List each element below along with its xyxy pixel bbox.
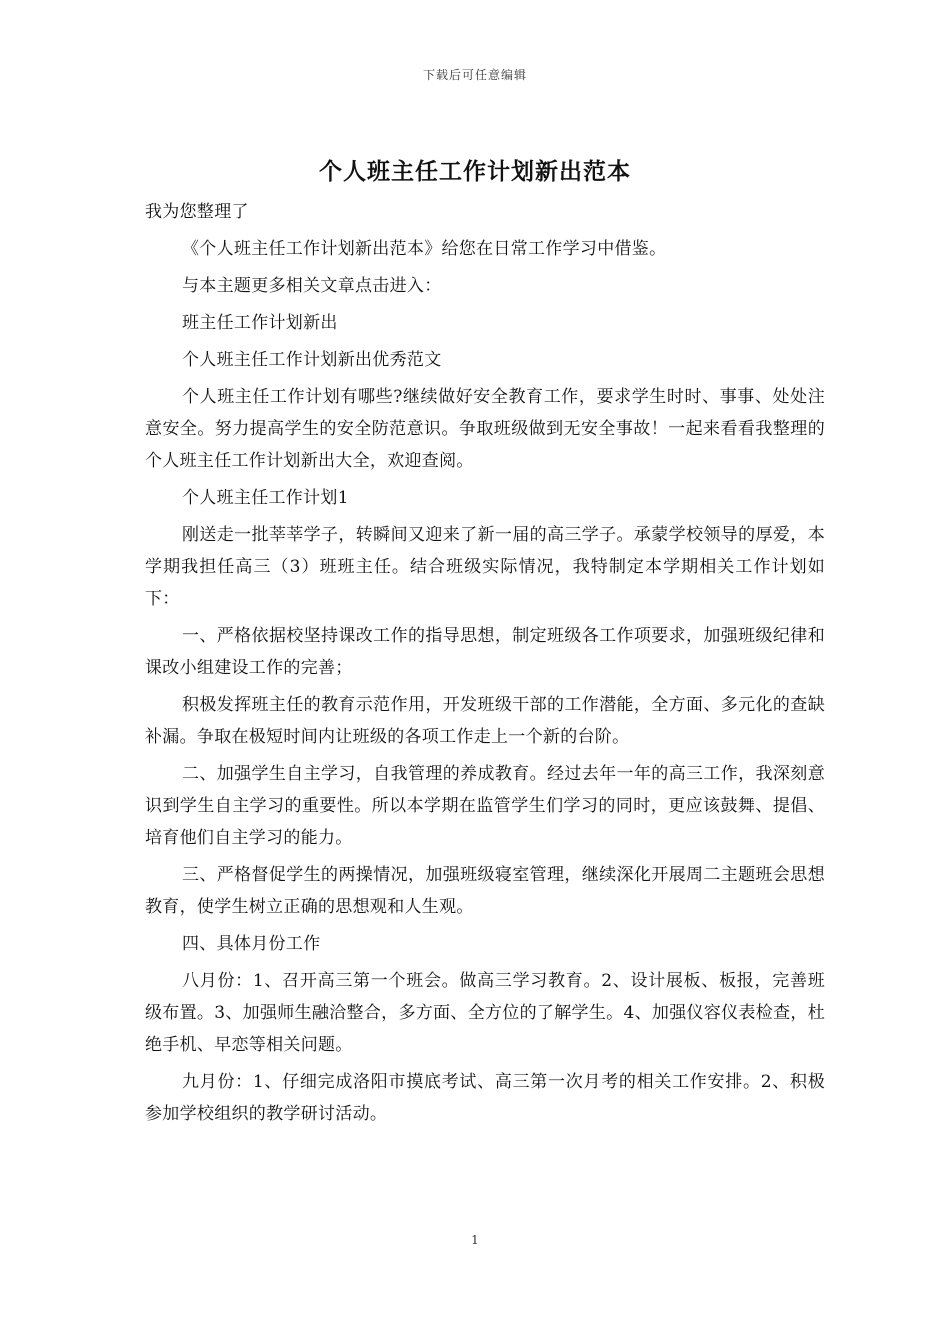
- paragraph: 九月份：1、仔细完成洛阳市摸底考试、高三第一次月考的相关工作安排。2、积极参加学校组织的教学研讨活动。: [145, 1072, 825, 1124]
- paragraph: 一、严格依据校坚持课改工作的指导思想，制定班级各工作项要求，加强班级纪律和课改小组建设工作的完善；: [145, 626, 825, 678]
- paragraph: 《个人班主任工作计划新出范本》给您在日常工作学习中借鉴。: [182, 239, 667, 259]
- header-note: 下载后可任意编辑: [422, 68, 527, 82]
- document-title: 个人班主任工作计划新出范本: [319, 158, 631, 185]
- paragraph: 刚送走一批莘莘学子，转瞬间又迎来了新一届的高三学子。承蒙学校领导的厚爱，本学期我担任高三（3）班班主任。结合班级实际情况，我特制定本学期相关工作计划如下：: [145, 525, 825, 609]
- paragraph: 我为您整理了: [145, 202, 249, 222]
- paragraph: 积极发挥班主任的教育示范作用，开发班级干部的工作潜能，全方面、多元化的查缺补漏。争取在极短时间内让班级的各项工作走上一个新的台阶。: [145, 695, 825, 747]
- page-number: 1: [471, 1233, 479, 1247]
- related-link[interactable]: 个人班主任工作计划新出优秀范文: [182, 350, 442, 370]
- paragraph: 与本主题更多相关文章点击进入：: [182, 276, 442, 296]
- section-heading: 个人班主任工作计划1: [182, 488, 349, 508]
- section-heading: 四、具体月份工作: [182, 934, 321, 954]
- paragraph: 二、加强学生自主学习，自我管理的养成教育。经过去年一年的高三工作，我深刻意识到学生自主学习的重要性。所以本学期在监管学生们学习的同时，更应该鼓舞、提倡、培育他们自主学习的能力。: [145, 764, 825, 848]
- paragraph: 八月份：1、召开高三第一个班会。做高三学习教育。2、设计展板、板报，完善班级布置。3、加强师生融洽整合，多方面、全方位的了解学生。4、加强仪容仪表检查，杜绝手机、早恋等相关问题。: [145, 971, 825, 1055]
- paragraph: 个人班主任工作计划有哪些?继续做好安全教育工作，要求学生时时、事事、处处注意安全。努力提高学生的安全防范意识。争取班级做到无安全事故！一起来看看我整理的个人班主任工作计划新出大全，欢迎查阅。: [145, 387, 825, 471]
- paragraph: 三、严格督促学生的两操情况，加强班级寝室管理，继续深化开展周二主题班会思想教育，使学生树立正确的思想观和人生观。: [145, 865, 825, 917]
- document-body: [145, 196, 825, 1135]
- related-link[interactable]: 班主任工作计划新出: [182, 313, 338, 333]
